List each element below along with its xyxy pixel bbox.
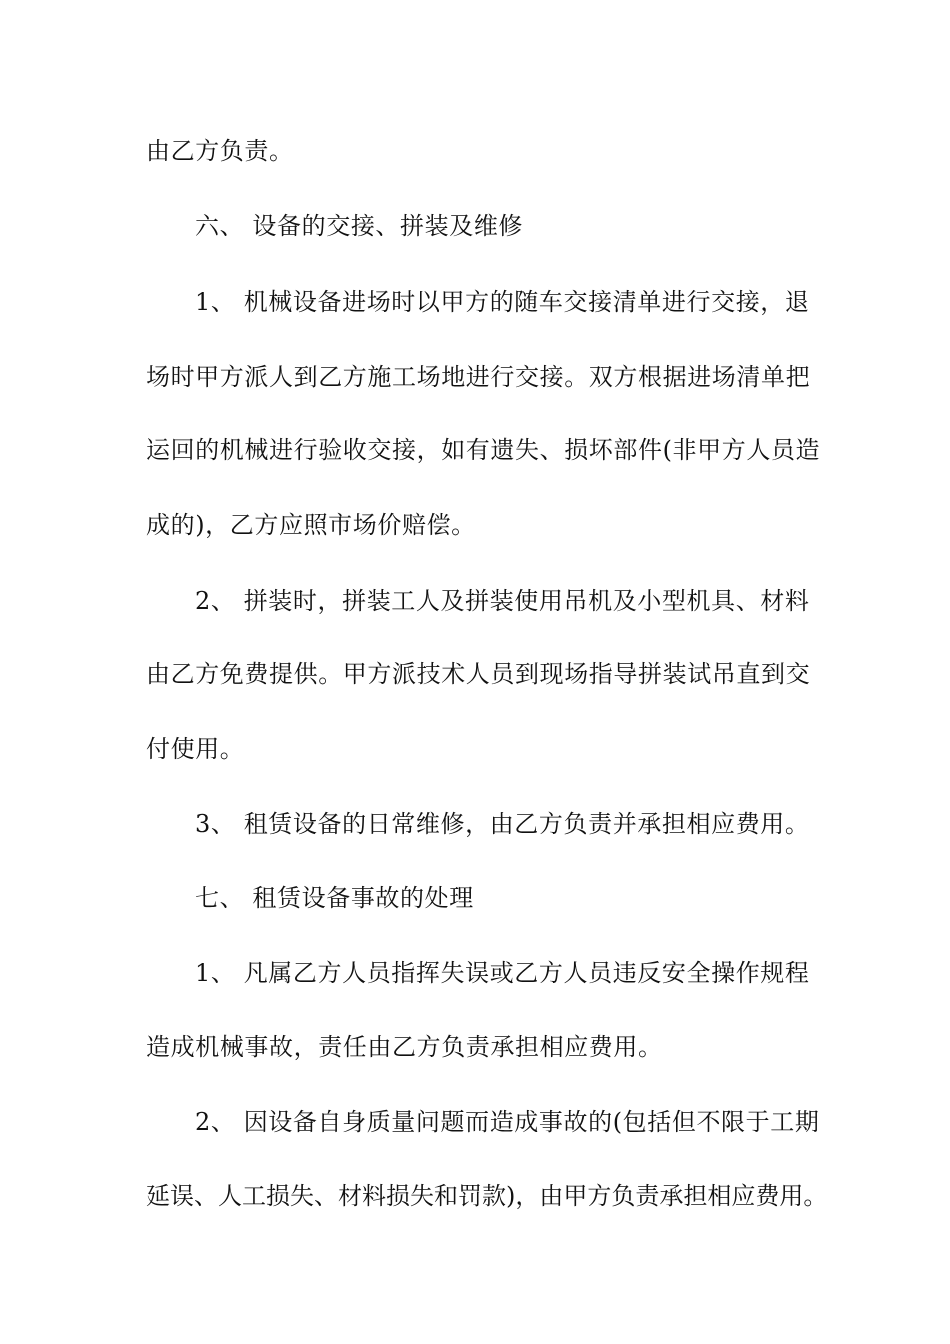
paragraph-line: 3、 租赁设备的日常维修，由乙方负责并承担相应费用。 [195, 810, 810, 838]
paragraph-line: 运回的机械进行验收交接，如有遗失、损坏部件(非甲方人员造 [146, 436, 821, 464]
paragraph-line: 2、 拼装时，拼装工人及拼装使用吊机及小型机具、材料 [195, 587, 810, 615]
paragraph-line: 1、 机械设备进场时以甲方的随车交接清单进行交接，退 [195, 288, 810, 316]
paragraph-line: 场时甲方派人到乙方施工场地进行交接。双方根据进场清单把 [146, 363, 811, 391]
paragraph-line: 1、 凡属乙方人员指挥失误或乙方人员违反安全操作规程 [195, 959, 810, 987]
paragraph-line: 延误、人工损失、材料损失和罚款)，由甲方负责承担相应费用。 [146, 1182, 828, 1210]
section-heading-6: 六、 设备的交接、拼装及维修 [195, 212, 524, 240]
paragraph-line: 付使用。 [146, 735, 245, 763]
section-heading-7: 七、 租赁设备事故的处理 [195, 884, 474, 912]
paragraph-line: 由乙方免费提供。甲方派技术人员到现场指导拼装试吊直到交 [146, 660, 811, 688]
paragraph-line: 造成机械事故，责任由乙方负责承担相应费用。 [146, 1033, 663, 1061]
paragraph-line: 成的)，乙方应照市场价赔偿。 [146, 511, 476, 539]
paragraph-line: 由乙方负责。 [146, 137, 294, 165]
paragraph-line: 2、 因设备自身质量问题而造成事故的(包括但不限于工期 [195, 1108, 820, 1136]
